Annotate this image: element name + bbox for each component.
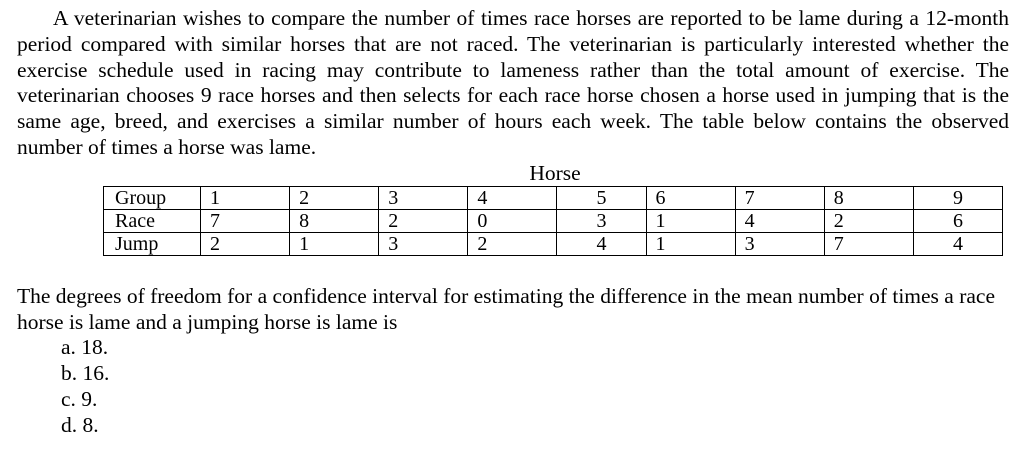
choice-text: 8. xyxy=(82,412,99,437)
table-cell: 2 xyxy=(824,209,913,232)
table-cell: 1 xyxy=(290,232,379,255)
choice-letter: c. xyxy=(61,386,76,411)
table-cell: 7 xyxy=(201,209,290,232)
answer-choices xyxy=(17,335,1009,438)
table-cell: 7 xyxy=(824,232,913,255)
row-label: Race xyxy=(104,209,201,232)
table-cell: 4 xyxy=(557,232,646,255)
table-row xyxy=(104,209,1003,232)
choice-text: 9. xyxy=(81,386,98,411)
table-cell: 2 xyxy=(379,209,468,232)
choice-letter: b. xyxy=(61,361,78,386)
table-cell: 4 xyxy=(468,186,557,209)
row-label: Jump xyxy=(104,232,201,255)
choice-text: 16. xyxy=(82,361,110,386)
choice-letter: d. xyxy=(61,412,78,437)
table-cell: 1 xyxy=(646,232,735,255)
data-table xyxy=(103,186,1003,256)
table-cell: 2 xyxy=(201,232,290,255)
table-cell: 3 xyxy=(379,186,468,209)
table-cell: 0 xyxy=(468,209,557,232)
table-cell: 1 xyxy=(201,186,290,209)
table-cell: 3 xyxy=(557,209,646,232)
choice-letter: a. xyxy=(61,335,76,360)
table-cell: 4 xyxy=(913,232,1002,255)
table-cell: 3 xyxy=(735,232,824,255)
choice-text: 18. xyxy=(81,335,109,360)
question-text: The degrees of freedom for a confidence interval for estimating the difference in the mean number of times a race horse is lame and a jumping horse is lame is xyxy=(17,283,996,334)
row-label: Group xyxy=(104,186,201,209)
table-cell: 6 xyxy=(913,209,1002,232)
table-caption: Horse xyxy=(529,160,581,185)
table-cell: 9 xyxy=(913,186,1002,209)
table-cell: 2 xyxy=(290,186,379,209)
intro-paragraph: A veterinarian wishes to compare the number of times race horses are reported to be lame during a 12-month period compared with similar horses that are not raced. The veterinarian is particularly interested whether the exercise schedule used in racing may contribute to lameness rather than the total amount of exercise. The veterinarian chooses 9 race horses and then selects for each race horse chosen a horse used in jumping that is the same age, breed, and exercises a similar number of hours each week. The table below contains the observed number of times a horse was lame. xyxy=(17,6,1009,159)
table-row xyxy=(104,186,1003,209)
table-cell: 4 xyxy=(735,209,824,232)
table-cell: 8 xyxy=(824,186,913,209)
table-cell: 6 xyxy=(646,186,735,209)
choice-d[interactable] xyxy=(61,413,1009,439)
table-cell: 1 xyxy=(646,209,735,232)
table-cell: 5 xyxy=(557,186,646,209)
table-cell: 7 xyxy=(735,186,824,209)
table-cell: 8 xyxy=(290,209,379,232)
table-row xyxy=(104,232,1003,255)
choice-a[interactable] xyxy=(61,335,1009,361)
table-cell: 2 xyxy=(468,232,557,255)
choice-c[interactable] xyxy=(61,387,1009,413)
choice-b[interactable] xyxy=(61,361,1009,387)
table-cell: 3 xyxy=(379,232,468,255)
data-table-container xyxy=(103,161,1003,256)
document xyxy=(17,6,1009,439)
